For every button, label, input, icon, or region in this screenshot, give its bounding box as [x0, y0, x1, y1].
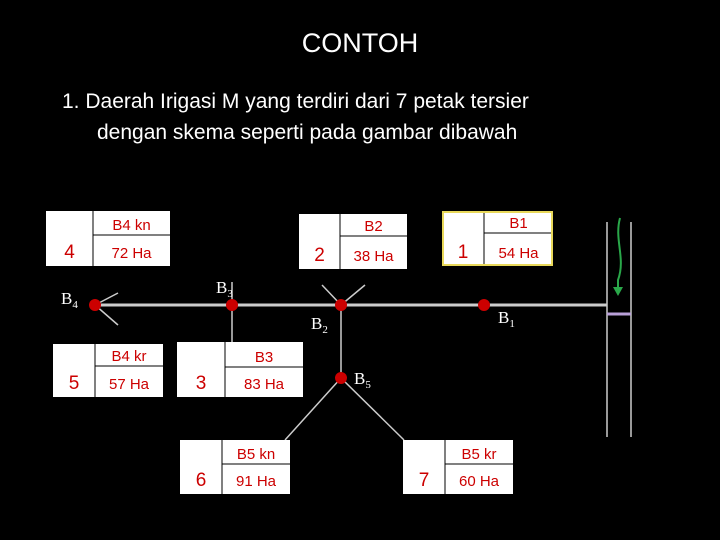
- tertiary-plots: [46, 211, 553, 494]
- node-label: $B_2$: [311, 314, 328, 336]
- plot-6: [180, 440, 290, 494]
- plot-code: B2: [364, 218, 383, 235]
- plot-7: [403, 440, 513, 494]
- node-b4: [61, 289, 101, 311]
- node-label: $B_4$: [61, 289, 78, 311]
- plot-code: B5 kr: [461, 446, 497, 463]
- plot-area: 72 Ha: [111, 245, 152, 262]
- flow-arrowhead-icon: [613, 287, 623, 296]
- node-marker: [478, 299, 490, 311]
- plot-number: 3: [195, 373, 207, 394]
- node-b5: [335, 369, 371, 391]
- node-marker: [335, 299, 347, 311]
- plot-area: 38 Ha: [353, 248, 394, 265]
- plot-code: B5 kn: [236, 446, 276, 463]
- slide-title: CONTOH: [301, 28, 419, 58]
- node-marker: [335, 372, 347, 384]
- plot-code: B3: [254, 349, 274, 366]
- plot-number: 2: [314, 245, 325, 266]
- plot-number: 1: [457, 242, 469, 263]
- plot-number: 6: [195, 470, 207, 491]
- plot-area: 83 Ha: [243, 376, 285, 393]
- plot-number: 7: [418, 470, 430, 491]
- node-marker: [89, 299, 101, 311]
- plot-area: 60 Ha: [458, 473, 500, 490]
- plot-5: [53, 344, 163, 397]
- plot-number: 5: [68, 373, 80, 394]
- plot-area: 57 Ha: [108, 376, 150, 393]
- plot-code: B4 kr: [111, 348, 147, 365]
- plot-2: [299, 214, 407, 269]
- node-label: $B_5$: [354, 369, 371, 391]
- node-marker: [226, 299, 238, 311]
- description-line-1: 1. Daerah Irigasi M yang terdiri dari 7 petak tersier: [62, 90, 529, 113]
- plot-4: [46, 211, 170, 266]
- plot-1: [442, 211, 553, 266]
- flow-arrow-icon: [618, 218, 621, 292]
- plot-3: [177, 342, 303, 397]
- node-label: $B_1$: [498, 308, 515, 330]
- plot-area: 91 Ha: [235, 473, 277, 490]
- plot-code: B4 kn: [112, 217, 151, 234]
- node-label: $B_3$: [216, 278, 233, 300]
- plot-number: 4: [64, 242, 75, 263]
- plot-area: 54 Ha: [498, 245, 539, 262]
- branch-canal-b5-right: [341, 378, 404, 440]
- plot-code: B1: [509, 215, 528, 232]
- description-line-2: dengan skema seperti pada gambar dibawah: [97, 121, 518, 144]
